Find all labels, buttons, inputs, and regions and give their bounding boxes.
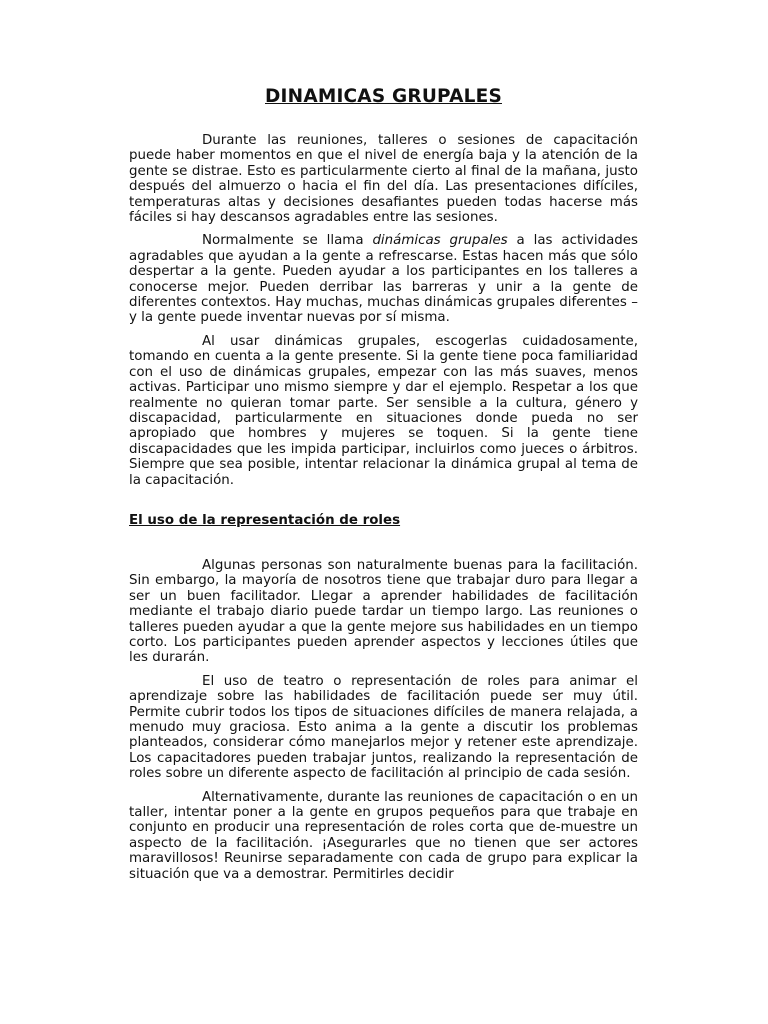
section-heading: El uso de la representación de roles	[129, 512, 401, 528]
paragraph-2-italic: dinámicas grupales	[372, 233, 508, 249]
section-paragraph-2: El uso de teatro o representación de roles para animar el aprendizaje sobre las habilidades de facilitación puede ser muy útil. Permite cubrir todos los tipos de situaciones difíciles de manera relajada, a menudo muy graciosa. Esto anima a la gente a discutir los problemas planteados, considerar cómo manejarlos mejor y retener este aprendizaje. Los capacitadores pueden trabajar juntos, realizando la representación de roles sobre un diferente aspecto de facilitación al principio de cada sesión.	[129, 673, 638, 782]
paragraph-3: Al usar dinámicas grupales, escogerlas cuidadosamente, tomando en cuenta a la gente presente. Si la gente tiene poca familiaridad con el uso de dinámicas grupales, empezar con las más suaves, menos activas. Participar uno mismo siempre y dar el ejemplo. Respetar a los que realmente no quieran tomar parte. Ser sensible a la cultura, género y discapacidad, particularmente en situaciones donde pueda no ser apropiado que hombres y mujeres se toquen. Si la gente tiene discapacidades que les impida participar, incluirlos como jueces o árbitros. Siempre que sea posible, intentar relacionar la dinámica grupal al tema de la capacitación.	[129, 333, 638, 488]
paragraph-1: Durante las reuniones, talleres o sesiones de capacitación puede haber momentos en que el nivel de energía baja y la atención de la gente se distrae. Esto es particularmente cierto al final de la mañana, justo después del almuerzo o hacia el fin del día. Las presentaciones difíciles, temperaturas altas y decisiones desafiantes pueden todas hacerse más fáciles si hay descansos agradables entre las sesiones.	[129, 133, 638, 226]
document-page	[129, 86, 638, 890]
paragraph-2	[129, 233, 638, 325]
section-paragraph-1: Algunas personas son naturalmente buenas para la facilitación. Sin embargo, la mayoría de nosotros tiene que trabajar duro para llegar a ser un buen facilitador. Llegar a aprender habilidades de facilitación mediante el trabajo diario puede tardar un tiempo largo. Las reuniones o talleres pueden ayudar a que la gente mejore sus habilidades en un tiempo corto. Los participantes pueden aprender aspectos y lecciones útiles que les durarán.	[129, 557, 638, 666]
paragraph-2-after: a las actividades agradables que ayudan a la gente a refrescarse. Estas hacen más que sólo despertar a la gente. Pueden ayudar a los participantes en los talleres a conocerse mejor. Pueden derribar las barreras y unir a la gente de diferentes contextos. Hay muchas, muchas dinámicas grupales diferentes – y la gente puede inventar nuevas por sí misma.	[129, 233, 638, 326]
paragraph-2-before: Normalmente se llama	[202, 233, 373, 249]
document-title: DINAMICAS GRUPALES	[265, 86, 502, 107]
section-paragraph-3: Alternativamente, durante las reuniones de capacitación o en un taller, intentar poner a la gente en grupos pequeños para que trabaje en conjunto en producir una representación de roles corta que de-muestre un aspecto de la facilitación. ¡Asegurarles que no tienen que ser actores maravillosos! Reunirse separadamente con cada de grupo para explicar la situación que va a demostrar. Permitirles decidir	[129, 789, 638, 882]
